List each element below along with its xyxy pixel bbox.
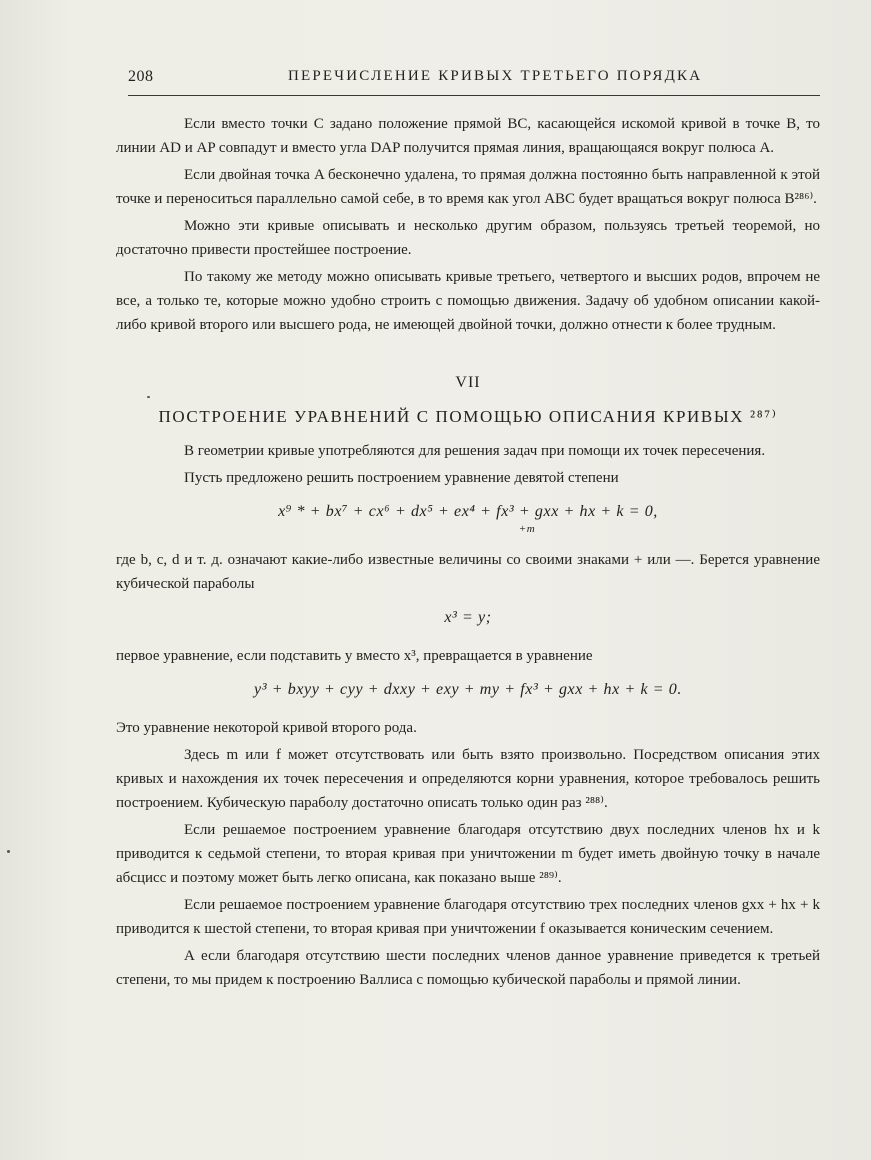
paragraph: первое уравнение, если подставить y вместо x³, превращается в уравнение: [116, 648, 593, 664]
section-number: VII: [455, 374, 481, 391]
page-body: [116, 112, 820, 995]
paragraph: Это уравнение некоторой кривой второго рода.: [116, 720, 417, 736]
equation-subscript: +m: [518, 523, 536, 535]
page-header: [128, 68, 822, 98]
equation-text: x⁹ * + bx⁷ + cx⁶ + dx⁵ + ex⁴ + fx³ + gxx + hx + k = 0,: [278, 503, 658, 520]
print-speck: [7, 850, 10, 853]
equation-ninth-degree: [116, 500, 820, 534]
paragraph: Если двойная точка A бесконечно удалена, то прямая должна постоянно быть направленной к этой точке и переноситься параллельно самой себе, в то время как угол ABC будет вращаться вокруг полюса B²⁸⁶⁾.: [116, 167, 820, 207]
equation-cubic-parabola: x³ = y;: [444, 609, 492, 626]
paragraph: Пусть предложено решить построением уравнение девятой степени: [184, 470, 619, 486]
paragraph: Если решаемое построением уравнение благодаря отсутствию трех последних членов gxx + hx + k приводится к шестой степени, то вторая кривая при уничтожении f оказывается коническим сечением.: [116, 897, 820, 937]
header-rule: [128, 95, 820, 96]
print-speck: [147, 396, 150, 398]
paragraph: где b, c, d и т. д. означают какие-либо известные величины со своими знаками + или —. Берется уравнение кубической параболы: [116, 552, 820, 592]
paragraph: По такому же методу можно описывать кривые третьего, четвертого и высших родов, впрочем не все, а только те, которые можно удобно строить с помощью движения. Задачу об удобном описании какой-либо кривой второго или высшего рода, не имеющей двойной точки, должно отнести к более трудным.: [116, 269, 820, 333]
paragraph: Можно эти кривые описывать и несколько другим образом, пользуясь третьей теоремой, но достаточно привести простейшее построение.: [116, 218, 820, 258]
paragraph: А если благодаря отсутствию шести последних членов данное уравнение приведется к третьей степени, то мы придем к построению Валлиса с помощью кубической параболы и прямой линии.: [116, 948, 820, 988]
paragraph: Здесь m или f может отсутствовать или быть взято произвольно. Посредством описания этих кривых и нахождения их точек пересечения и определяются корни уравнения, которое требовалось решить построением. Кубическую параболу достаточно описать только один раз ²⁸⁸⁾.: [116, 747, 820, 811]
paragraph: Если решаемое построением уравнение благодаря отсутствию двух последних членов hx и k приводится к седьмой степени, то вторая кривая при уничтожении m будет иметь двойную точку в начале абсцисс и поэтому может быть легко описана, как показано выше ²⁸⁹⁾.: [116, 822, 820, 886]
paragraph: В геометрии кривые употребляются для решения задач при помощи их точек пересечения.: [184, 443, 766, 459]
running-head: ПЕРЕЧИСЛЕНИЕ КРИВЫХ ТРЕТЬЕГО ПОРЯДКА: [288, 68, 703, 84]
page-number: 208: [128, 68, 154, 85]
section-title: ПОСТРОЕНИЕ УРАВНЕНИЙ С ПОМОЩЬЮ ОПИСАНИЯ КРИВЫХ ²⁸⁷⁾: [158, 407, 778, 426]
paragraph: Если вместо точки C задано положение прямой BC, касающейся искомой кривой в точке B, то линии AD и AP совпадут и вместо угла DAP получится прямая линия, вращающаяся вокруг полюса A.: [116, 116, 820, 156]
equation-second-kind-curve: y³ + bxyy + cyy + dxxy + exy + my + fx³ + gxx + hx + k = 0.: [254, 681, 682, 698]
